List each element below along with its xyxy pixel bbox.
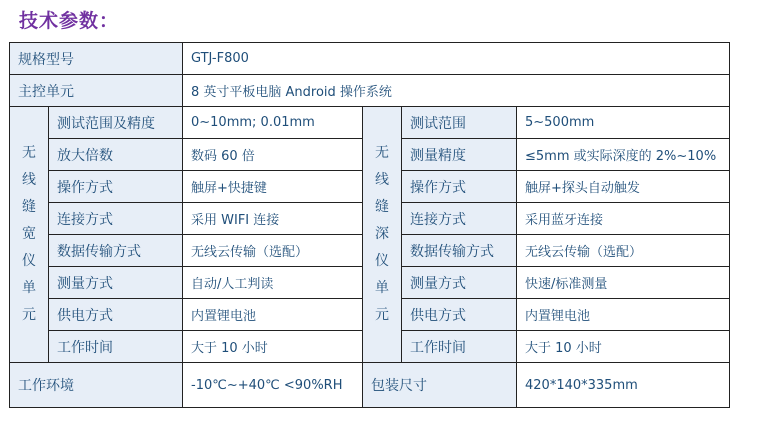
right-param-label: 操作方式 [402, 171, 517, 203]
left-param-label: 连接方式 [49, 203, 183, 235]
left-param-value: 触屏+快捷键 [183, 171, 363, 203]
left-param-value: 内置锂电池 [183, 299, 363, 331]
packaging-value: 420*140*335mm [517, 363, 730, 408]
left-unit-name-char: 缝 [22, 199, 36, 215]
left-unit-name-char: 宽 [22, 226, 36, 242]
controller-label: 主控单元 [10, 75, 183, 107]
right-unit-name-char: 无 [375, 145, 389, 161]
right-param-label: 供电方式 [402, 299, 517, 331]
right-param-value: 5~500mm [517, 107, 730, 139]
right-unit-name-char: 单 [375, 280, 389, 296]
right-param-value: 大于 10 小时 [517, 331, 730, 363]
right-param-label: 测试范围 [402, 107, 517, 139]
right-param-label: 测量精度 [402, 139, 517, 171]
right-param-value: 无线云传输（选配） [517, 235, 730, 267]
left-param-label: 数据传输方式 [49, 235, 183, 267]
right-unit-name-char: 仪 [375, 253, 389, 269]
right-unit-name-char: 深 [375, 226, 389, 242]
left-param-value: 大于 10 小时 [183, 331, 363, 363]
left-param-value: 0~10mm; 0.01mm [183, 107, 363, 139]
section-title: 技术参数： [19, 10, 120, 32]
controller-value: 8 英寸平板电脑 Android 操作系统 [183, 75, 730, 107]
left-unit-name-char: 元 [22, 307, 36, 323]
right-unit-name-char: 线 [375, 172, 389, 188]
model-label: 规格型号 [10, 43, 183, 75]
right-param-label: 工作时间 [402, 331, 517, 363]
left-param-label: 工作时间 [49, 331, 183, 363]
right-param-label: 连接方式 [402, 203, 517, 235]
left-param-value: 无线云传输（选配） [183, 235, 363, 267]
left-param-value: 数码 60 倍 [183, 139, 363, 171]
unit-row [10, 107, 730, 139]
environment-value: -10℃~+40℃ <90%RH [183, 363, 363, 408]
right-unit-name-char: 缝 [375, 199, 389, 215]
left-param-label: 供电方式 [49, 299, 183, 331]
right-param-value: 采用蓝牙连接 [517, 203, 730, 235]
row-environment [10, 363, 730, 408]
right-param-label: 数据传输方式 [402, 235, 517, 267]
packaging-label: 包装尺寸 [363, 363, 517, 408]
right-param-value: ≤5mm 或实际深度的 2%~10% [517, 139, 730, 171]
left-unit-name-char: 无 [22, 145, 36, 161]
model-value: GTJ-F800 [183, 43, 730, 75]
left-unit-name-char: 线 [22, 172, 36, 188]
spec-table [9, 42, 730, 408]
left-unit-name [10, 107, 49, 363]
left-unit-name-char: 仪 [22, 253, 36, 269]
left-param-value: 自动/人工判读 [183, 267, 363, 299]
row-controller [10, 75, 730, 107]
left-param-value: 采用 WIFI 连接 [183, 203, 363, 235]
row-model [10, 43, 730, 75]
left-param-label: 测量方式 [49, 267, 183, 299]
right-param-value: 快速/标准测量 [517, 267, 730, 299]
right-param-label: 测量方式 [402, 267, 517, 299]
left-unit-name-char: 单 [22, 280, 36, 296]
right-unit-name [363, 107, 402, 363]
environment-label: 工作环境 [10, 363, 183, 408]
right-param-value: 触屏+探头自动触发 [517, 171, 730, 203]
left-param-label: 放大倍数 [49, 139, 183, 171]
left-param-label: 测试范围及精度 [49, 107, 183, 139]
left-param-label: 操作方式 [49, 171, 183, 203]
right-param-value: 内置锂电池 [517, 299, 730, 331]
right-unit-name-char: 元 [375, 307, 389, 323]
